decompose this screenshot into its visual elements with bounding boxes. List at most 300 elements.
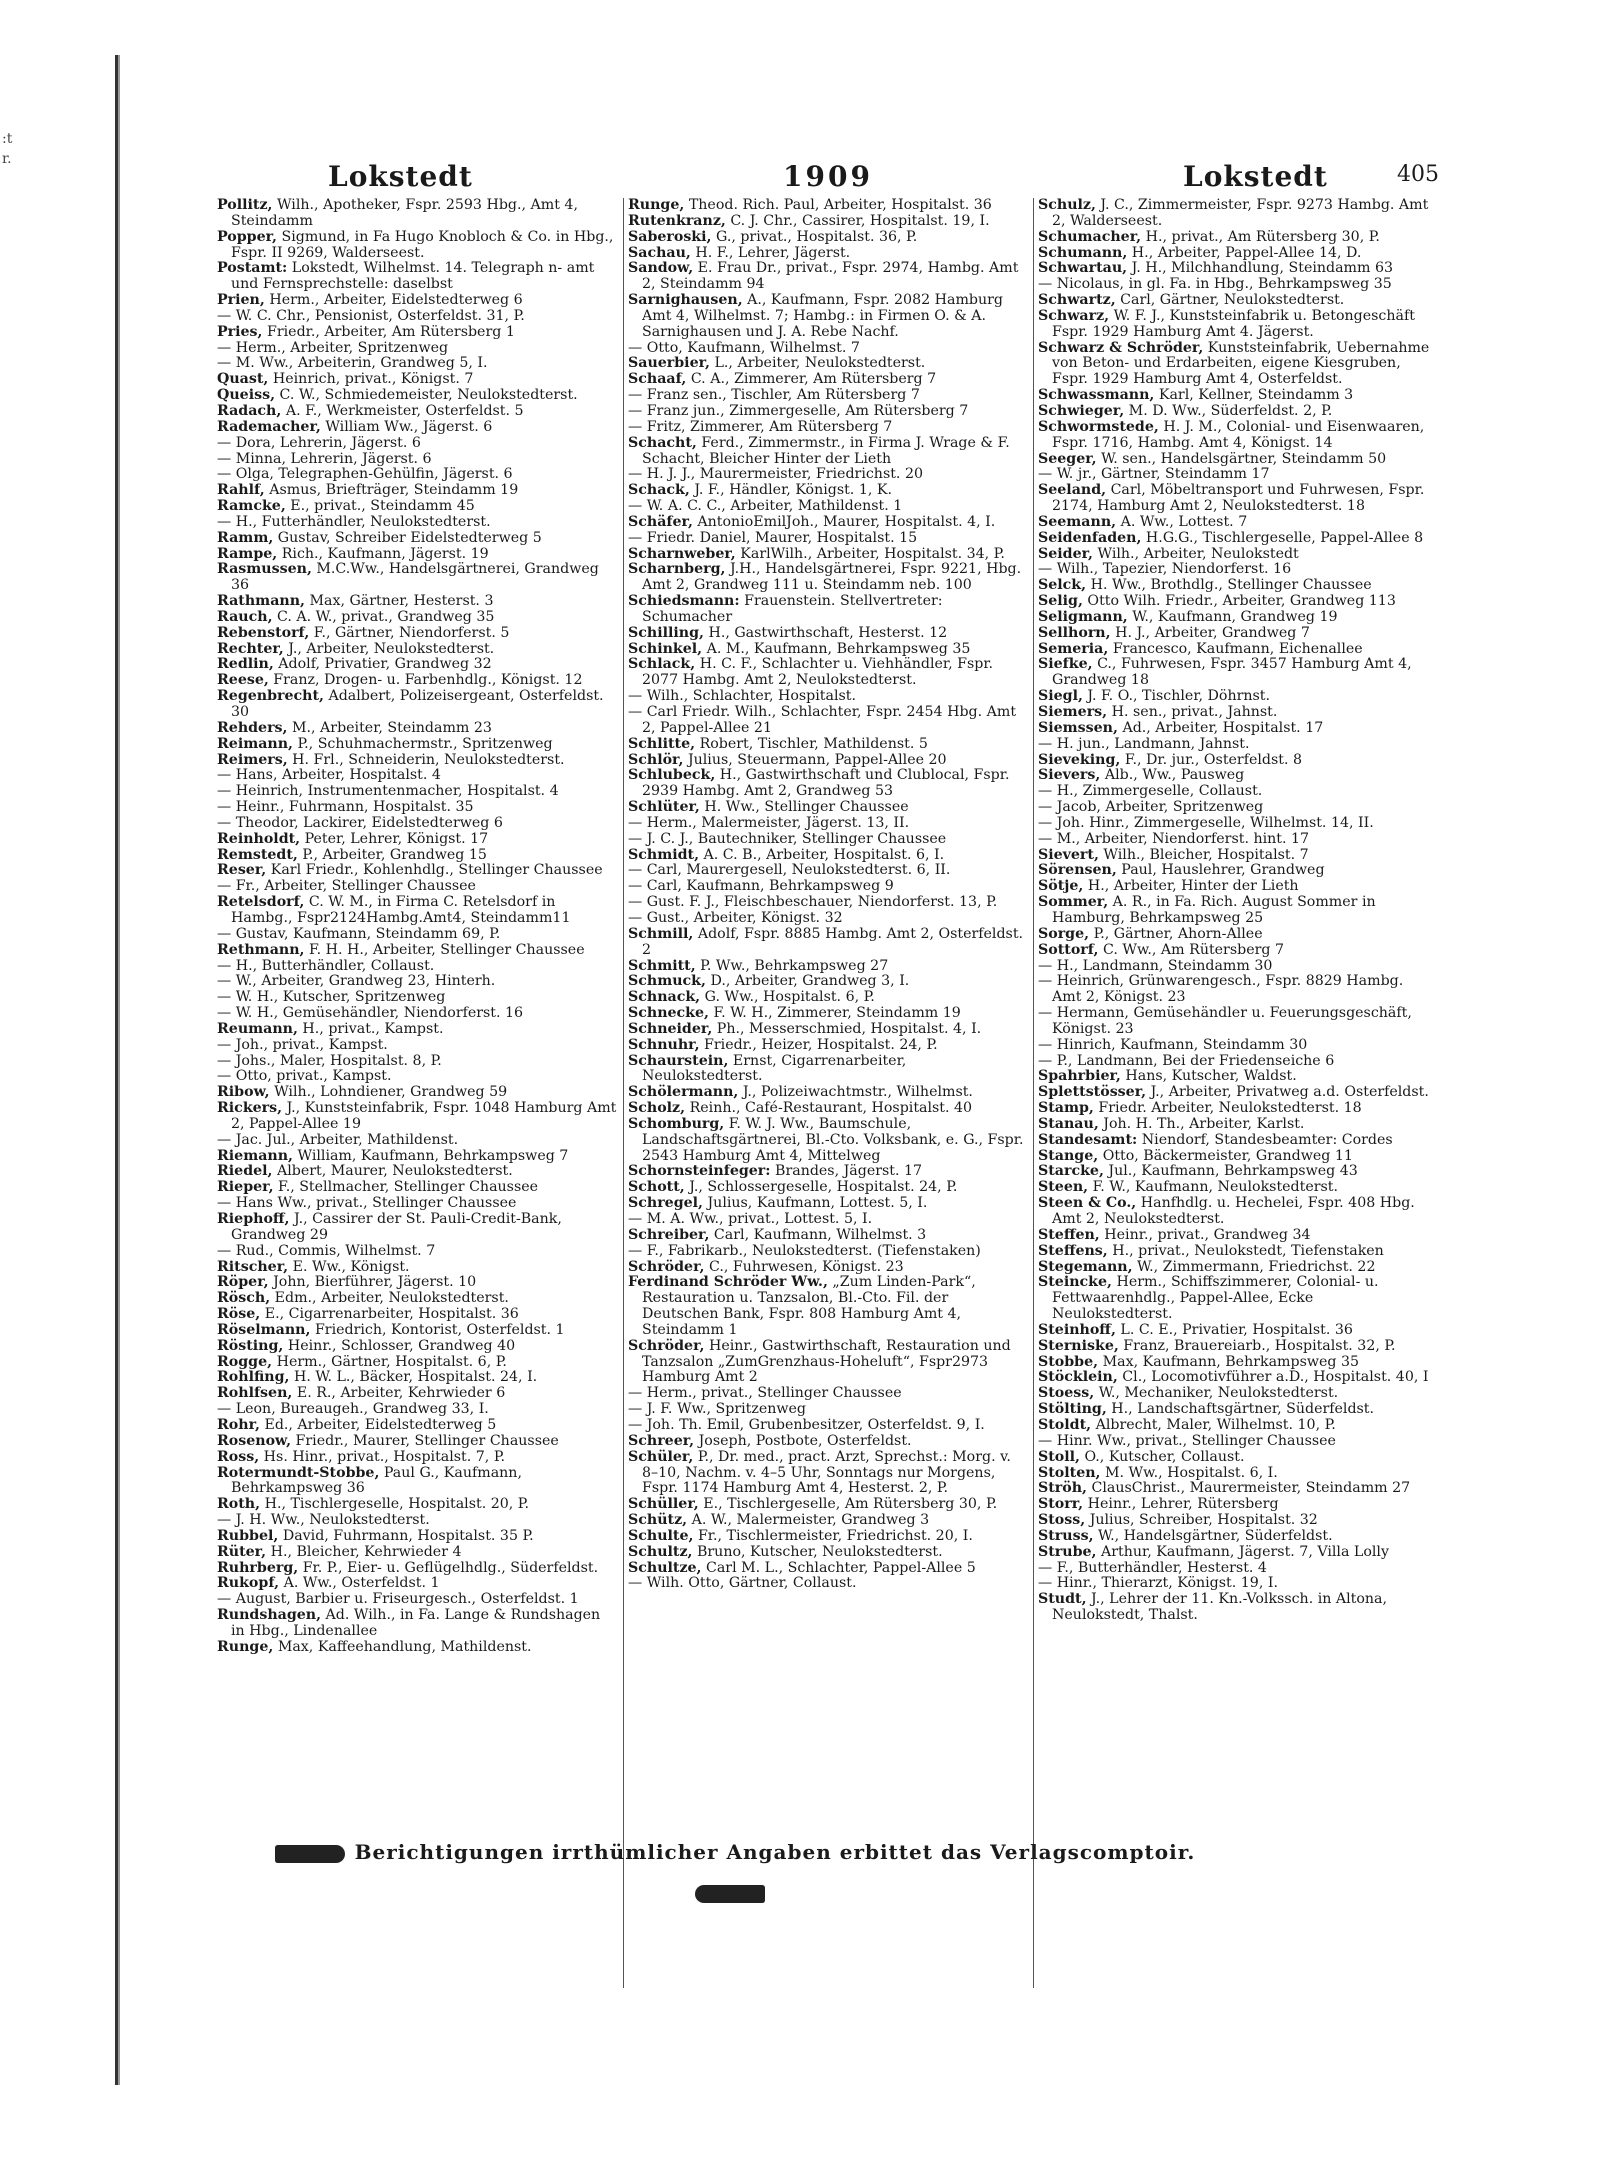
entry-name: Schlubeck,	[628, 767, 716, 784]
directory-entry	[217, 1339, 617, 1355]
directory-entry	[628, 388, 1027, 404]
entry-name: Struss,	[1038, 1527, 1094, 1544]
directory-entry	[217, 943, 617, 959]
entry-details: Cl., Locomotivführer a.D., Hospitalst. 40, I	[1117, 1369, 1429, 1386]
entry-details: G., privat., Hospitalst. 36, P.	[711, 228, 918, 245]
directory-entry	[217, 1529, 617, 1545]
entry-name: Reinholdt,	[217, 830, 301, 847]
directory-entry	[1038, 277, 1437, 293]
entry-details: William, Kaufmann, Behrkampsweg 7	[292, 1147, 569, 1164]
directory-entry	[1038, 1370, 1437, 1386]
directory-entry	[217, 1418, 617, 1434]
directory-entry	[1038, 895, 1437, 927]
directory-entry	[1038, 1196, 1437, 1228]
directory-entry	[217, 1180, 617, 1196]
directory-entry	[628, 832, 1027, 848]
directory-entry	[1038, 800, 1437, 816]
directory-entry	[1038, 1069, 1437, 1085]
directory-entry	[628, 293, 1027, 341]
directory-entry	[1038, 974, 1437, 1006]
header-left: Lokstedt	[328, 160, 473, 193]
entry-name: Rösch,	[217, 1290, 271, 1307]
entry-name: Retelsdorf,	[217, 894, 305, 911]
directory-entry	[217, 784, 617, 800]
page-number: 405	[1397, 162, 1439, 187]
entry-details: Rich., Kaufmann, Jägerst. 19	[277, 545, 489, 562]
entry-details: W., Zimmermann, Friedrichst. 22	[1132, 1258, 1376, 1275]
directory-entry	[217, 230, 617, 262]
entry-details: — Joh. Hinr., Zimmergeselle, Wilhelmst. 14, II.	[1038, 814, 1374, 831]
directory-entry	[628, 911, 1027, 927]
margin-fragment-1: :t	[2, 131, 13, 147]
entry-details: — F., Fabrikarb., Neulokstedterst. (Tiefenstaken)	[628, 1242, 981, 1259]
entry-details: Herm., Arbeiter, Eidelstedterweg 6	[264, 292, 523, 309]
entry-details: E., Tischlergeselle, Am Rütersberg 30, P.	[698, 1496, 998, 1513]
entry-details: P., Schuhmachermstr., Spritzenweg	[292, 735, 553, 752]
entry-details: J. H., Milchhandlung, Steindamm 63	[1127, 260, 1394, 277]
directory-entry	[217, 1450, 617, 1466]
directory-entry	[628, 689, 1027, 705]
entry-details: Julius, Kaufmann, Lottest. 5, I.	[702, 1195, 928, 1212]
directory-entry	[1038, 1133, 1437, 1149]
entry-name: Stanau,	[1038, 1115, 1099, 1132]
entry-details: C. A., Zimmerer, Am Rütersberg 7	[686, 371, 937, 388]
entry-details: — H. jun., Landmann, Jahnst.	[1038, 735, 1250, 752]
directory-entry	[217, 1291, 617, 1307]
entry-details: William Ww., Jägerst. 6	[320, 418, 493, 435]
entry-details: Edm., Arbeiter, Neulokstedterst.	[270, 1290, 509, 1307]
entry-name: Rotermundt-Stobbe,	[217, 1464, 380, 1481]
entry-name: Schölermann,	[628, 1084, 739, 1101]
entry-details: — Gustav, Kaufmann, Steindamm 69, P.	[217, 925, 501, 942]
entry-details: Ad., Arbeiter, Hospitalst. 17	[1117, 719, 1324, 736]
directory-entry	[1038, 594, 1437, 610]
entry-name: Röse,	[217, 1306, 261, 1323]
directory-entry	[1038, 626, 1437, 642]
entry-name: Rampe,	[217, 545, 278, 562]
directory-entry	[1038, 388, 1437, 404]
entry-name: Seemann,	[1038, 513, 1117, 530]
directory-entry	[217, 1101, 617, 1133]
directory-entry	[628, 1497, 1027, 1513]
directory-entry	[628, 499, 1027, 515]
directory-entry	[1038, 863, 1437, 879]
entry-details: Paul G., Kaufmann, Behrkampsweg 36	[231, 1464, 522, 1497]
entry-details: — August, Barbier u. Friseurgesch., Osterfeldst. 1	[217, 1591, 579, 1608]
entry-name: Rieper,	[217, 1179, 274, 1196]
entry-details: H. J., Arbeiter, Grandweg 7	[1110, 624, 1310, 641]
entry-name: Schmitt,	[628, 957, 696, 974]
directory-entry	[628, 1228, 1027, 1244]
entry-details: Joh. H. Th., Arbeiter, Karlst.	[1098, 1115, 1305, 1132]
directory-entry	[217, 483, 617, 499]
entry-name: Sievers,	[1038, 767, 1101, 784]
entry-name: Schack,	[628, 482, 690, 499]
entry-details: — Friedr. Daniel, Maurer, Hospitalst. 15	[628, 529, 918, 546]
entry-details: Arthur, Kaufmann, Jägerst. 7, Villa Lolly	[1096, 1543, 1389, 1560]
directory-entry	[1038, 784, 1437, 800]
pointing-hand-icon-right	[695, 1885, 765, 1903]
directory-entry	[1038, 879, 1437, 895]
directory-entry	[217, 325, 617, 341]
directory-entry	[628, 800, 1027, 816]
entry-name: Stöcklein,	[1038, 1369, 1118, 1386]
entry-details: ClausChrist., Maurermeister, Steindamm 27	[1087, 1480, 1411, 1497]
directory-entry	[217, 293, 617, 309]
entry-details: John, Bierführer, Jägerst. 10	[268, 1274, 477, 1291]
directory-entry	[1038, 547, 1437, 563]
directory-entry	[1038, 642, 1437, 658]
entry-details: — W. H., Gemüsehändler, Niendorferst. 16	[217, 1005, 524, 1022]
directory-entry	[1038, 1149, 1437, 1165]
entry-name: Rubbel,	[217, 1527, 279, 1544]
directory-entry	[628, 594, 1027, 626]
directory-entry	[217, 1323, 617, 1339]
entry-details: — Dora, Lehrerin, Jägerst. 6	[217, 434, 421, 451]
entry-details: O., Kutscher, Collaust.	[1079, 1448, 1245, 1465]
directory-entry	[628, 705, 1027, 737]
directory-entry	[628, 372, 1027, 388]
entry-details: C. W., Schmiedemeister, Neulokstedterst.	[275, 387, 578, 404]
entry-name: Storr,	[1038, 1496, 1084, 1513]
entry-details: — Herm., privat., Stellinger Chaussee	[628, 1385, 902, 1402]
directory-entry	[1038, 943, 1437, 959]
directory-entry	[628, 1545, 1027, 1561]
entry-name: Sievert,	[1038, 846, 1099, 863]
entry-details: Adalbert, Polizeisergeant, Osterfeldst. 30	[231, 688, 604, 720]
entry-details: — Herm., Arbeiter, Spritzenweg	[217, 339, 449, 356]
directory-entry	[217, 1576, 617, 1592]
entry-name: Schwarz,	[1038, 307, 1110, 324]
entry-name: Rethmann,	[217, 941, 305, 958]
directory-entry	[217, 1069, 617, 1085]
entry-name: Steincke,	[1038, 1274, 1112, 1291]
entry-name: Rauch,	[217, 608, 273, 625]
directory-entry	[1038, 1339, 1437, 1355]
entry-details: H. Ww., Brothdlg., Stellinger Chaussee	[1086, 577, 1372, 594]
entry-name: Riephoff,	[217, 1211, 290, 1227]
directory-entry	[628, 341, 1027, 357]
directory-entry	[1038, 1117, 1437, 1133]
entry-details: — M. A. Ww., privat., Lottest. 5, I.	[628, 1211, 873, 1227]
entry-details: — Franz sen., Tischler, Am Rütersberg 7	[628, 387, 920, 404]
entry-details: Carl, Gärtner, Neulokstedterst.	[1115, 292, 1345, 309]
directory-entry	[217, 1608, 617, 1640]
directory-entry	[217, 816, 617, 832]
entry-details: — Wilh., Tapezier, Niendorferst. 16	[1038, 561, 1292, 578]
entry-name: Schlitte,	[628, 735, 696, 752]
entry-details: — J. H. Ww., Neulokstedterst.	[217, 1512, 430, 1529]
entry-details: — H. J. J., Maurermeister, Friedrichst. 20	[628, 466, 923, 483]
directory-entry	[1038, 1434, 1437, 1450]
entry-name: Schmill,	[628, 925, 694, 942]
entry-details: M., Arbeiter, Steindamm 23	[287, 719, 492, 736]
entry-details: Niendorf, Standesbeamter: Cordes	[1137, 1131, 1393, 1148]
entry-name: Runge,	[628, 198, 685, 213]
entry-name: Rogge,	[217, 1353, 273, 1370]
directory-entry	[217, 436, 617, 452]
entry-details: J., Arbeiter, Privatweg a.d. Osterfeldst.	[1146, 1084, 1429, 1101]
directory-entry	[1038, 230, 1437, 246]
entry-details: Wilh., Arbeiter, Neulokstedt	[1093, 545, 1299, 562]
directory-page	[213, 160, 1445, 2045]
entry-details: A. W., Malermeister, Grandweg 3	[687, 1512, 930, 1529]
entry-name: Runge,	[217, 1638, 274, 1655]
directory-entry	[628, 1275, 1027, 1338]
entry-name: Schultz,	[628, 1543, 693, 1560]
entry-name: Steinhoff,	[1038, 1321, 1116, 1338]
directory-entry	[1038, 420, 1437, 452]
directory-entry	[217, 1466, 617, 1498]
entry-details: — Hans, Arbeiter, Hospitalst. 4	[217, 767, 441, 784]
entry-details: David, Fuhrmann, Hospitalst. 35 P.	[278, 1527, 534, 1544]
entry-name: Schornsteinfeger:	[628, 1163, 771, 1180]
directory-entry	[217, 1355, 617, 1371]
entry-details: — Joh., privat., Kampst.	[217, 1036, 388, 1053]
directory-entry	[628, 515, 1027, 531]
directory-entry	[1038, 578, 1437, 594]
directory-entry	[1038, 737, 1437, 753]
directory-entry	[217, 657, 617, 673]
directory-entry	[628, 753, 1027, 769]
entry-details: P., Dr. med., pract. Arzt, Sprechst.: Morg. v. 8–10, Nachm. v. 4–5 Uhr, Sonntags nur Morgens, Fspr. 1174 Hamburg Amt 4, Hesterst. 2, P.	[642, 1448, 1011, 1497]
directory-entry	[217, 610, 617, 626]
directory-entry	[217, 1006, 617, 1022]
entry-name: Sötje,	[1038, 878, 1084, 895]
directory-entry	[217, 895, 617, 927]
entry-name: Rasmussen,	[217, 561, 312, 578]
entry-details: — Jacob, Arbeiter, Spritzenweg	[1038, 799, 1264, 816]
entry-details: — F., Butterhändler, Hesterst. 4	[1038, 1559, 1267, 1576]
entry-details: C. W. M., in Firma C. Retelsdorf in Hambg., Fspr2124Hambg.Amt4, Steindamm11	[231, 894, 571, 926]
entry-name: Schumacher,	[1038, 228, 1142, 245]
entry-name: Rösting,	[217, 1337, 284, 1354]
entry-details: — Gust., Arbeiter, Königst. 32	[628, 909, 843, 926]
entry-details: H. W. L., Bäcker, Hospitalst. 24, I.	[289, 1369, 538, 1386]
entry-details: Friedr., Heizer, Hospitalst. 24, P.	[699, 1036, 938, 1053]
directory-entry	[628, 1244, 1027, 1260]
directory-entry	[1038, 1576, 1437, 1592]
directory-entry	[628, 1529, 1027, 1545]
directory-entry	[1038, 198, 1437, 230]
directory-entry	[1038, 1164, 1437, 1180]
entry-name: Rohr,	[217, 1416, 260, 1433]
entry-details: — Otto, privat., Kampst.	[217, 1068, 392, 1085]
entry-details: H., Arbeiter, Pappel-Allee 14, D.	[1127, 244, 1362, 261]
header-year: 1909	[783, 160, 873, 193]
entry-details: — Wilh. Otto, Gärtner, Collaust.	[628, 1575, 857, 1592]
entry-name: Rickers,	[217, 1100, 283, 1117]
entry-details: J., Kunststeinfabrik, Fspr. 1048 Hamburg Amt 2, Pappel-Allee 19	[231, 1100, 617, 1132]
entry-name: Rathmann,	[217, 593, 305, 610]
entry-name: Schröder,	[628, 1258, 705, 1275]
directory-entry	[1038, 721, 1437, 737]
entry-details: F., Stellmacher, Stellinger Chaussee	[273, 1179, 539, 1196]
entry-details: H., privat., Kampst.	[297, 1020, 444, 1037]
directory-entry	[217, 1260, 617, 1276]
entry-details: Carl, Kaufmann, Wilhelmst. 3	[709, 1226, 927, 1243]
entry-name: Siegl,	[1038, 688, 1083, 705]
entry-details: Ed., Arbeiter, Eidelstedterweg 5	[259, 1416, 497, 1433]
directory-entry	[628, 1561, 1027, 1577]
directory-entry	[628, 1054, 1027, 1086]
entry-details: C., Fuhrwesen, Fspr. 3457 Hamburg Amt 4, Grandweg 18	[1052, 656, 1412, 689]
directory-entry	[1038, 1085, 1437, 1101]
entry-details: Hans, Kutscher, Waldst.	[1120, 1068, 1297, 1085]
directory-entry	[628, 1402, 1027, 1418]
directory-entry	[217, 1545, 617, 1561]
directory-entry	[628, 1513, 1027, 1529]
directory-entry	[217, 1275, 617, 1291]
directory-entry	[628, 848, 1027, 864]
entry-name: Queiss,	[217, 387, 276, 404]
entry-name: Schwartau,	[1038, 260, 1128, 277]
entry-name: Schlack,	[628, 656, 696, 673]
entry-name: Schnuhr,	[628, 1036, 700, 1053]
directory-entry	[217, 1497, 617, 1513]
entry-details: Friedr., Maurer, Stellinger Chaussee	[291, 1432, 559, 1449]
entry-details: J., Lehrer der 11. Kn.-Volkssch. in Altona, Neulokstedt, Thalst.	[1052, 1591, 1388, 1624]
directory-entry	[217, 927, 617, 943]
directory-entry	[217, 420, 617, 436]
book-binding-edge	[0, 55, 118, 2085]
directory-entry	[1038, 816, 1437, 832]
directory-entry	[217, 531, 617, 547]
directory-entry	[628, 1434, 1027, 1450]
entry-details: — Olga, Telegraphen-Gehülfin, Jägerst. 6	[217, 466, 513, 483]
directory-entry	[628, 974, 1027, 990]
entry-details: KarlWilh., Arbeiter, Hospitalst. 34, P.	[735, 545, 1005, 562]
directory-entry	[1038, 1561, 1437, 1577]
directory-entry	[217, 1592, 617, 1608]
directory-entry	[217, 1370, 617, 1386]
directory-entry	[628, 642, 1027, 658]
entry-details: F. W. H., Zimmerer, Steindamm 19	[708, 1005, 961, 1022]
entry-details: W. F. J., Kunststeinfabrik u. Betongeschäft Fspr. 1929 Hamburg Amt 4. Jägerst.	[1052, 307, 1415, 340]
entry-name: Schmuck,	[628, 973, 706, 990]
entry-name: Schnecke,	[628, 1005, 709, 1022]
entry-name: Schacht,	[628, 434, 697, 451]
entry-details: J. C., Zimmermeister, Fspr. 9273 Hambg. Amt 2, Walderseest.	[1052, 198, 1429, 229]
entry-details: H., privat., Am Rütersberg 30, P.	[1141, 228, 1380, 245]
entry-details: Franz, Brauereiarb., Hospitalst. 32, P.	[1118, 1337, 1396, 1354]
entry-name: Röselmann,	[217, 1321, 311, 1338]
entry-name: Semeria,	[1038, 640, 1109, 657]
entry-name: Rundshagen,	[217, 1607, 322, 1624]
entry-name: Schulte,	[628, 1527, 694, 1544]
directory-entry	[628, 657, 1027, 689]
entry-name: Pries,	[217, 323, 263, 340]
directory-entry	[1038, 832, 1437, 848]
entry-details: — Johs., Maler, Hospitalst. 8, P.	[217, 1052, 442, 1069]
entry-details: H. C. F., Schlachter u. Viehhändler, Fspr. 2077 Hambg. Amt 2, Neulokstedterst.	[642, 656, 994, 689]
directory-entry	[217, 1149, 617, 1165]
entry-details: Reinh., Café-Restaurant, Hospitalst. 40	[685, 1100, 973, 1117]
entry-name: Schüler,	[628, 1448, 694, 1465]
entry-details: A. M., Kaufmann, Behrkampsweg 35	[702, 640, 971, 657]
entry-details: Max, Kaffeehandlung, Mathildenst.	[273, 1638, 532, 1655]
directory-entry	[1038, 1260, 1437, 1276]
entry-name: Steffen,	[1038, 1226, 1100, 1243]
entry-name: Ross,	[217, 1448, 260, 1465]
directory-entry	[628, 816, 1027, 832]
directory-entry	[217, 721, 617, 737]
entry-name: Rebenstorf,	[217, 624, 310, 641]
directory-entry	[628, 467, 1027, 483]
entry-name: Ruhrberg,	[217, 1559, 299, 1576]
entry-details: E. Ww., Königst.	[288, 1258, 410, 1275]
directory-entry	[217, 547, 617, 563]
entry-details: P., Arbeiter, Grandweg 15	[297, 846, 487, 863]
directory-entry	[217, 1307, 617, 1323]
entry-name: Standesamt:	[1038, 1131, 1138, 1148]
entry-name: Schaurstein,	[628, 1052, 729, 1069]
entry-name: Sorge,	[1038, 925, 1090, 942]
entry-name: Sommer,	[1038, 894, 1109, 911]
entry-details: H., Gastwirthschaft, Hesterst. 12	[703, 624, 948, 641]
entry-details: C. Ww., Am Rütersberg 7	[1098, 941, 1285, 958]
entry-name: Strube,	[1038, 1543, 1097, 1560]
entry-details: — Gust. F. J., Fleischbeschauer, Niendorferst. 13, P.	[628, 894, 998, 911]
entry-details: J.H., Handelsgärtnerei, Fspr. 9221, Hbg. Amt 2, Grandweg 111 u. Steindamm neb. 100	[642, 561, 1022, 594]
directory-entry	[628, 1339, 1027, 1387]
directory-entry	[1038, 1418, 1437, 1434]
directory-entry	[217, 879, 617, 895]
entry-details: Albrecht, Maler, Wilhelmst. 10, P.	[1091, 1416, 1336, 1433]
entry-details: Hanfhdlg. u. Hechelei, Fspr. 408 Hbg. Amt 2, Neulokstedterst.	[1052, 1195, 1415, 1227]
directory-entry	[1038, 1450, 1437, 1466]
entry-name: Popper,	[217, 228, 277, 245]
entry-details: C. J. Chr., Cassirer, Hospitalst. 19, I.	[725, 212, 990, 229]
entry-details: L. C. E., Privatier, Hospitalst. 36	[1115, 1321, 1353, 1338]
entry-details: — Joh. Th. Emil, Grubenbesitzer, Osterfeldst. 9, I.	[628, 1416, 985, 1433]
entry-details: C. A. W., privat., Grandweg 35	[272, 608, 495, 625]
directory-entry	[217, 863, 617, 879]
entry-details: Max, Kaufmann, Behrkampsweg 35	[1098, 1353, 1360, 1370]
entry-name: Sterniske,	[1038, 1337, 1119, 1354]
entry-details: — Heinr., Fuhrmann, Hospitalst. 35	[217, 799, 474, 816]
entry-name: Sörensen,	[1038, 862, 1117, 879]
entry-name: Reese,	[217, 672, 269, 689]
entry-name: Seidenfaden,	[1038, 529, 1142, 546]
entry-details: L., Arbeiter, Neulokstedterst.	[709, 355, 926, 372]
entry-name: Postamt:	[217, 260, 288, 277]
directory-entry	[1038, 1545, 1437, 1561]
entry-name: Rukopf,	[217, 1575, 280, 1592]
entry-details: — Hermann, Gemüsehändler u. Feuerungsgeschäft, Königst. 23	[1038, 1005, 1412, 1037]
entry-details: F. W. J. Ww., Baumschule, Landschaftsgärtnerei, Bl.-Cto. Volksbank, e. G., Fspr. 2543 Hamburg Amt 4, Mittelweg	[642, 1115, 1024, 1164]
entry-name: Sauerbier,	[628, 355, 710, 372]
entry-details: Asmus, Briefträger, Steindamm 19	[264, 482, 519, 499]
directory-entry	[628, 927, 1027, 959]
entry-details: Heinr., Schlosser, Grandweg 40	[283, 1337, 516, 1354]
entry-name: Ramcke,	[217, 498, 286, 515]
directory-entry	[1038, 1355, 1437, 1371]
entry-details: — W. jr., Gärtner, Steindamm 17	[1038, 466, 1270, 483]
directory-entry	[217, 1054, 617, 1070]
entry-name: Schwarz & Schröder,	[1038, 339, 1204, 356]
entry-name: Stange,	[1038, 1147, 1099, 1164]
directory-entry	[628, 959, 1027, 975]
entry-details: — Fritz, Zimmerer, Am Rütersberg 7	[628, 418, 893, 435]
entry-details: — Carl, Kaufmann, Behrkampsweg 9	[628, 878, 894, 895]
entry-details: H., privat., Neulokstedt, Tiefenstaken	[1107, 1242, 1384, 1259]
entry-details: F., Gärtner, Niendorferst. 5	[309, 624, 510, 641]
entry-name: Schinkel,	[628, 640, 703, 657]
entry-name: Selck,	[1038, 577, 1087, 594]
directory-entry	[628, 356, 1027, 372]
directory-entry	[217, 800, 617, 816]
